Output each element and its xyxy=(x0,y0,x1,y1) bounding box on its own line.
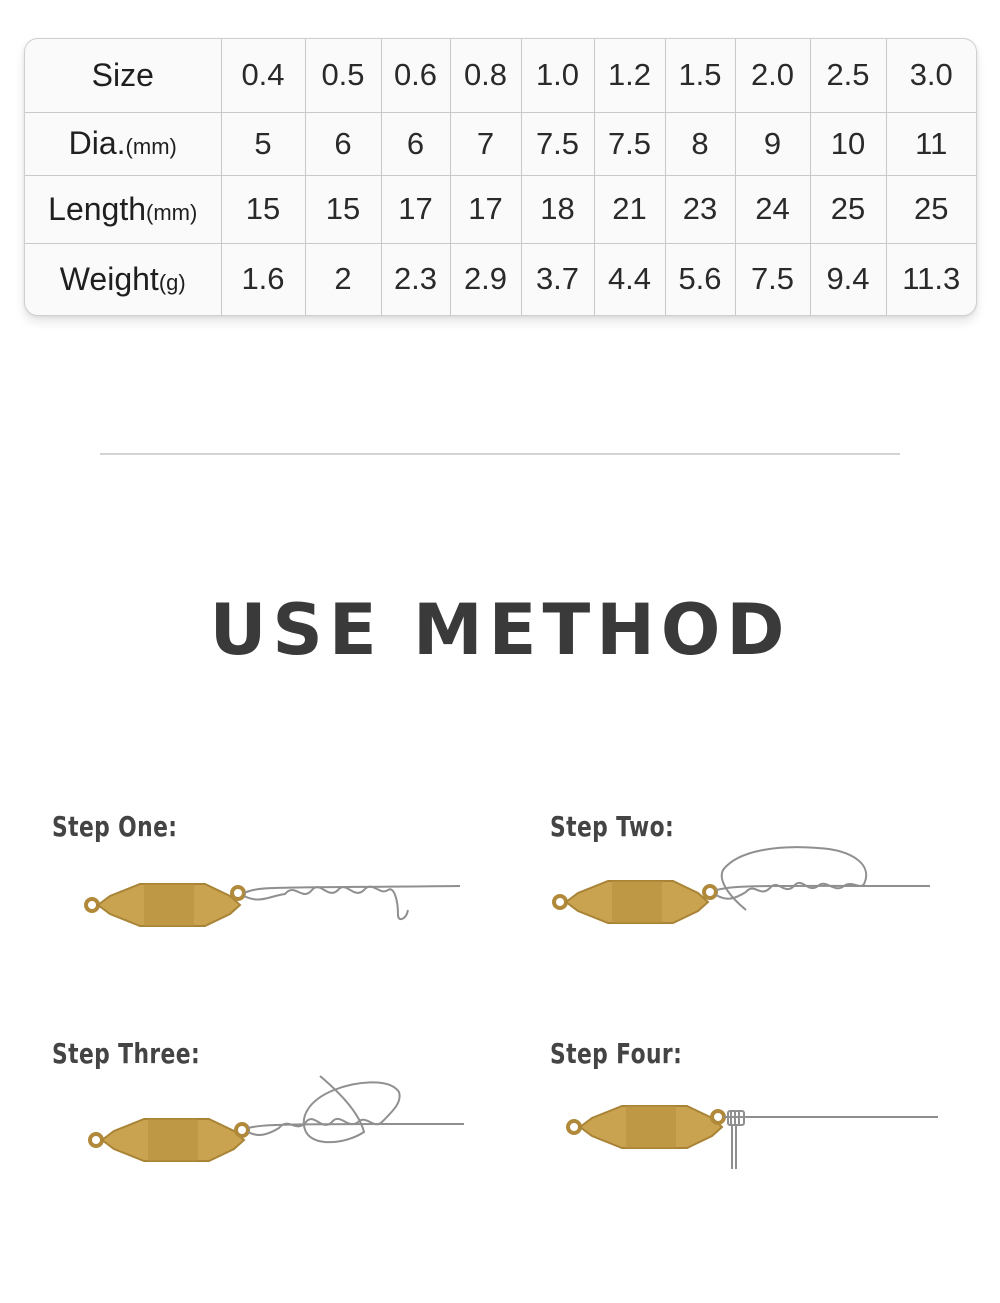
line-knot-icon xyxy=(248,1076,464,1142)
size-row xyxy=(25,39,976,112)
size-cell: 0.6 xyxy=(381,39,450,112)
spec-table-card xyxy=(24,38,977,316)
size-cell: 0.5 xyxy=(305,39,381,112)
weight-cell: 2 xyxy=(305,243,381,315)
length-label: Length xyxy=(48,190,147,227)
diameter-cell: 6 xyxy=(305,112,381,175)
line-loop-icon xyxy=(716,847,930,910)
sinker-icon xyxy=(86,884,244,926)
weight-cell: 7.5 xyxy=(735,243,810,315)
length-row xyxy=(25,175,976,243)
weight-cell: 3.7 xyxy=(521,243,594,315)
diameter-header xyxy=(25,112,221,175)
length-cell: 25 xyxy=(886,175,976,243)
step-two-illustration xyxy=(548,840,948,930)
diameter-cell: 10 xyxy=(810,112,886,175)
step-four-label: Step Four: xyxy=(550,1037,683,1070)
length-cell: 15 xyxy=(221,175,305,243)
diameter-cell: 8 xyxy=(665,112,735,175)
weight-label: Weight xyxy=(59,260,159,297)
diameter-row xyxy=(25,112,976,175)
length-cell: 23 xyxy=(665,175,735,243)
step-four-illustration xyxy=(562,1095,947,1175)
section-divider xyxy=(100,453,900,455)
diameter-cell: 7.5 xyxy=(521,112,594,175)
weight-cell: 1.6 xyxy=(221,243,305,315)
diameter-unit: (mm) xyxy=(125,134,177,159)
length-cell: 18 xyxy=(521,175,594,243)
diameter-cell: 9 xyxy=(735,112,810,175)
weight-cell: 9.4 xyxy=(810,243,886,315)
weight-unit: (g) xyxy=(158,269,186,295)
length-cell: 17 xyxy=(450,175,521,243)
length-cell: 17 xyxy=(381,175,450,243)
size-cell: 1.5 xyxy=(665,39,735,112)
weight-cell: 4.4 xyxy=(594,243,665,315)
step-one-label: Step One: xyxy=(52,810,178,843)
diameter-cell: 11 xyxy=(886,112,976,175)
weight-cell: 5.6 xyxy=(665,243,735,315)
sinker-icon xyxy=(90,1119,248,1161)
size-header: Size xyxy=(25,39,221,112)
weight-row xyxy=(25,243,976,315)
step-two-label: Step Two: xyxy=(550,810,675,843)
sinker-icon xyxy=(554,881,716,923)
size-cell: 3.0 xyxy=(886,39,976,112)
size-cell: 2.5 xyxy=(810,39,886,112)
length-cell: 21 xyxy=(594,175,665,243)
diameter-cell: 7 xyxy=(450,112,521,175)
size-cell: 1.0 xyxy=(521,39,594,112)
length-unit: (mm) xyxy=(146,199,198,225)
length-header xyxy=(25,175,221,243)
step-three-illustration xyxy=(84,1072,484,1162)
size-cell: 2.0 xyxy=(735,39,810,112)
weight-cell: 2.3 xyxy=(381,243,450,315)
diameter-cell: 6 xyxy=(381,112,450,175)
weight-header xyxy=(25,243,221,315)
size-cell: 1.2 xyxy=(594,39,665,112)
weight-cell: 2.9 xyxy=(450,243,521,315)
length-cell: 15 xyxy=(305,175,381,243)
spec-table xyxy=(25,39,976,315)
step-one-illustration xyxy=(80,860,480,940)
length-cell: 25 xyxy=(810,175,886,243)
size-cell: 0.8 xyxy=(450,39,521,112)
diameter-cell: 7.5 xyxy=(594,112,665,175)
line-coil-icon xyxy=(244,886,460,919)
length-cell: 24 xyxy=(735,175,810,243)
tied-knot-icon xyxy=(724,1111,938,1169)
step-three-label: Step Three: xyxy=(52,1037,201,1070)
weight-cell: 11.3 xyxy=(902,261,961,297)
diameter-label: Dia. xyxy=(68,125,126,161)
diameter-cell: 5 xyxy=(221,112,305,175)
sinker-icon xyxy=(568,1106,724,1148)
size-cell: 0.4 xyxy=(221,39,305,112)
use-method-title: USE METHOD xyxy=(209,589,791,671)
